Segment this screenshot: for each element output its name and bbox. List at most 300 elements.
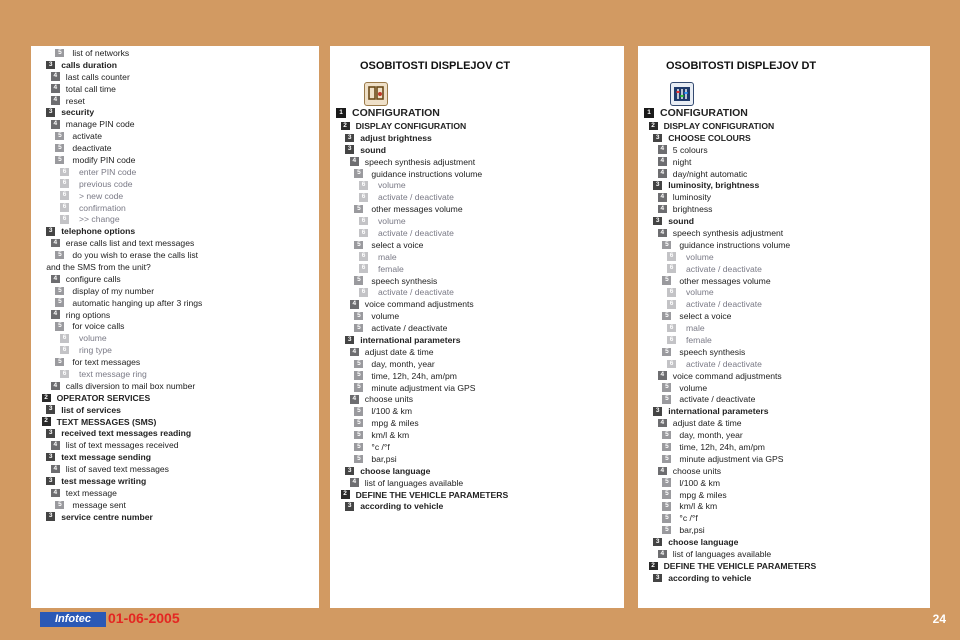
level-badge: 4 xyxy=(51,310,60,319)
menu-item-label: day, month, year xyxy=(371,358,435,369)
menu-item-label: minute adjustment via GPS xyxy=(679,453,784,464)
level-badge: 5 xyxy=(662,276,671,285)
level-badge: 4 xyxy=(658,145,667,154)
menu-item-label: volume xyxy=(378,216,406,227)
menu-item-label: speech synthesis adjustment xyxy=(364,156,476,167)
menu-item-label: list of services xyxy=(61,404,121,415)
menu-item-label: km/l & km xyxy=(679,501,718,512)
menu-item-label: male xyxy=(378,251,397,262)
menu-item-label: voice command adjustments xyxy=(364,299,474,310)
level-badge: 3 xyxy=(46,405,55,414)
menu-item xyxy=(31,499,319,511)
menu-item xyxy=(31,511,319,523)
right-menu-column xyxy=(638,46,930,608)
menu-item xyxy=(638,179,930,191)
menu-item-label: speech synthesis xyxy=(679,346,746,357)
menu-item xyxy=(638,144,930,156)
menu-item-label: l/100 & km xyxy=(371,406,412,417)
menu-item xyxy=(330,132,624,144)
level-badge: 6 xyxy=(667,324,676,333)
level-badge: 2 xyxy=(649,562,658,571)
menu-item xyxy=(638,239,930,251)
menu-item-label: speech synthesis adjustment xyxy=(672,227,784,238)
level-badge: 4 xyxy=(658,467,667,476)
menu-item-label: DEFINE THE VEHICLE PARAMETERS xyxy=(663,560,817,571)
menu-item xyxy=(330,239,624,251)
level-badge: 3 xyxy=(345,502,354,511)
menu-item xyxy=(638,429,930,441)
menu-item-label: TEXT MESSAGES (SMS) xyxy=(56,416,157,427)
menu-item-label: received text messages reading xyxy=(61,428,192,439)
menu-item-label: text message xyxy=(65,487,117,498)
menu-item xyxy=(330,120,624,132)
menu-item-label: activate / deactivate xyxy=(378,192,454,203)
menu-item-label: and the SMS from the unit? xyxy=(46,261,151,272)
menu-item xyxy=(31,487,319,499)
level-badge: 5 xyxy=(662,241,671,250)
level-badge: 6 xyxy=(667,336,676,345)
menu-item xyxy=(638,548,930,560)
menu-item xyxy=(31,118,319,130)
level-badge: 1 xyxy=(644,108,654,118)
menu-item-label: previous code xyxy=(79,178,133,189)
menu-item xyxy=(31,225,319,237)
level-badge: 3 xyxy=(345,467,354,476)
menu-item-label: bar,psi xyxy=(679,525,705,536)
level-badge: 4 xyxy=(51,120,60,129)
level-badge: 4 xyxy=(658,157,667,166)
ct-display-icon xyxy=(364,82,388,106)
menu-item-label: sound xyxy=(668,216,694,227)
menu-item xyxy=(638,512,930,524)
menu-item xyxy=(638,168,930,180)
menu-item xyxy=(31,106,319,118)
level-badge: 4 xyxy=(51,382,60,391)
menu-item-label: ring options xyxy=(65,309,111,320)
menu-item-label: adjust date & time xyxy=(672,418,742,429)
menu-item-label: luminosity xyxy=(672,192,712,203)
menu-item xyxy=(638,370,930,382)
menu-item xyxy=(31,130,319,142)
menu-item xyxy=(638,120,930,132)
level-badge: 4 xyxy=(658,205,667,214)
level-badge: 4 xyxy=(658,193,667,202)
menu-item-label: DEFINE THE VEHICLE PARAMETERS xyxy=(355,489,509,500)
menu-item xyxy=(638,417,930,429)
menu-item xyxy=(31,47,319,59)
menu-item xyxy=(638,298,930,310)
menu-item-label: mpg & miles xyxy=(679,489,727,500)
menu-item-label: volume xyxy=(679,382,708,393)
level-badge: 3 xyxy=(653,407,662,416)
menu-item xyxy=(330,263,624,275)
menu-item-label: select a voice xyxy=(371,239,424,250)
level-badge: 5 xyxy=(55,298,64,307)
menu-item xyxy=(638,358,930,370)
level-badge: 2 xyxy=(341,490,350,499)
menu-item-label: time, 12h, 24h, am/pm xyxy=(679,441,765,452)
level-badge: 4 xyxy=(51,275,60,284)
menu-item xyxy=(330,501,624,513)
menu-item-label: activate xyxy=(72,131,103,142)
level-badge: 4 xyxy=(51,465,60,474)
level-badge: 4 xyxy=(51,441,60,450)
menu-item xyxy=(31,356,319,368)
menu-item-label: > new code xyxy=(79,190,124,201)
level-badge: 4 xyxy=(51,96,60,105)
menu-item xyxy=(31,475,319,487)
infotec-logo: Infotec xyxy=(40,612,106,627)
level-badge: 4 xyxy=(350,478,359,487)
menu-item xyxy=(31,190,319,202)
menu-item-label: choose language xyxy=(360,465,431,476)
menu-item-label: guidance instructions volume xyxy=(679,239,791,250)
menu-item xyxy=(330,429,624,441)
menu-item-label: km/l & km xyxy=(371,430,410,441)
level-badge: 6 xyxy=(60,168,69,177)
menu-item xyxy=(31,59,319,71)
level-badge: 6 xyxy=(359,217,368,226)
menu-item-label: do you wish to erase the calls list xyxy=(72,250,199,261)
level-badge: 5 xyxy=(662,395,671,404)
menu-item xyxy=(31,439,319,451)
menu-item-label: >> change xyxy=(79,214,120,225)
level-badge: 5 xyxy=(354,371,363,380)
level-badge: 3 xyxy=(653,217,662,226)
menu-item xyxy=(638,465,930,477)
level-badge: 4 xyxy=(658,419,667,428)
menu-item xyxy=(638,489,930,501)
menu-item xyxy=(330,286,624,298)
menu-item-label: activate / deactivate xyxy=(686,358,762,369)
menu-item-label: night xyxy=(672,156,692,167)
menu-item-label: message sent xyxy=(72,499,126,510)
menu-item xyxy=(31,332,319,344)
level-badge: 5 xyxy=(55,322,64,331)
menu-item xyxy=(330,382,624,394)
menu-item xyxy=(31,273,319,285)
menu-item-label: mpg & miles xyxy=(371,418,419,429)
menu-item-label: activate / deactivate xyxy=(686,299,762,310)
level-badge: 5 xyxy=(354,276,363,285)
level-badge: 5 xyxy=(55,132,64,141)
menu-item xyxy=(638,453,930,465)
menu-item-label: minute adjustment via GPS xyxy=(371,382,476,393)
level-badge: 6 xyxy=(60,191,69,200)
menu-item xyxy=(330,453,624,465)
menu-item xyxy=(31,166,319,178)
dt-display-icon xyxy=(670,82,694,106)
menu-item-label: list of saved text messages xyxy=(65,464,169,475)
menu-item xyxy=(31,344,319,356)
menu-item xyxy=(330,156,624,168)
level-badge: 1 xyxy=(336,108,346,118)
menu-item-label: time, 12h, 24h, am/pm xyxy=(371,370,457,381)
menu-item-label: select a voice xyxy=(679,311,732,322)
menu-item xyxy=(31,416,319,428)
menu-item-label: activate / deactivate xyxy=(378,287,454,298)
menu-item-label: last calls counter xyxy=(65,71,130,82)
menu-item-label: list of languages available xyxy=(672,549,772,559)
menu-item xyxy=(330,358,624,370)
menu-item xyxy=(31,380,319,392)
level-badge: 5 xyxy=(55,49,64,58)
menu-item-label: other messages volume xyxy=(679,275,771,286)
level-badge: 4 xyxy=(658,229,667,238)
menu-item-label: °c /°f xyxy=(371,441,390,452)
menu-item-label: l/100 & km xyxy=(679,477,720,488)
level-badge: 5 xyxy=(55,358,64,367)
menu-item xyxy=(638,572,930,584)
level-badge: 6 xyxy=(667,288,676,297)
menu-item-label: confirmation xyxy=(79,202,126,213)
menu-tree-left xyxy=(31,47,319,523)
menu-item xyxy=(638,263,930,275)
level-badge: 5 xyxy=(55,251,64,260)
level-badge: 6 xyxy=(359,264,368,273)
level-badge: 5 xyxy=(662,312,671,321)
menu-item xyxy=(638,191,930,203)
menu-item xyxy=(638,106,930,120)
level-badge: 5 xyxy=(354,205,363,214)
menu-item xyxy=(330,489,624,501)
level-badge: 5 xyxy=(354,169,363,178)
level-badge: 3 xyxy=(46,108,55,117)
menu-item-label: DISPLAY CONFIGURATION xyxy=(663,120,775,131)
level-badge: 5 xyxy=(662,348,671,357)
menu-item xyxy=(638,227,930,239)
level-badge: 2 xyxy=(649,122,658,131)
menu-item-label: speech synthesis xyxy=(371,275,438,286)
menu-item xyxy=(638,346,930,358)
section-title-ct: OSOBITOSTI DISPLEJOV CT xyxy=(360,60,511,72)
level-badge: 5 xyxy=(662,443,671,452)
menu-item-label: list of text messages received xyxy=(65,440,179,451)
menu-item xyxy=(31,285,319,297)
menu-tree-right xyxy=(638,106,930,584)
menu-item xyxy=(31,368,319,380)
menu-item xyxy=(330,298,624,310)
level-badge: 4 xyxy=(51,489,60,498)
menu-item-label: CONFIGURATION xyxy=(352,107,440,119)
menu-item xyxy=(330,203,624,215)
menu-item-label: other messages volume xyxy=(371,204,463,215)
menu-item xyxy=(638,393,930,405)
menu-item-label: volume xyxy=(79,333,107,344)
menu-item-label: day/night automatic xyxy=(672,168,748,179)
level-badge: 4 xyxy=(350,348,359,357)
menu-item xyxy=(330,191,624,203)
level-badge: 3 xyxy=(345,134,354,143)
menu-item xyxy=(638,310,930,322)
menu-item xyxy=(638,477,930,489)
menu-item-label: international parameters xyxy=(668,406,769,417)
menu-item-label: 5 colours xyxy=(672,144,708,155)
level-badge: 6 xyxy=(60,370,69,379)
level-badge: 6 xyxy=(60,334,69,343)
menu-item-label: activate / deactivate xyxy=(679,394,756,405)
level-badge: 5 xyxy=(354,312,363,321)
menu-item xyxy=(330,168,624,180)
menu-item xyxy=(638,203,930,215)
menu-item xyxy=(31,83,319,95)
menu-item xyxy=(638,441,930,453)
menu-item xyxy=(330,310,624,322)
menu-item xyxy=(638,322,930,334)
menu-item-label: security xyxy=(61,107,95,118)
menu-item-label: telephone options xyxy=(61,226,136,237)
menu-item-label: luminosity, brightness xyxy=(668,180,760,191)
menu-item xyxy=(31,237,319,249)
menu-item-label: according to vehicle xyxy=(360,501,444,512)
menu-item xyxy=(330,251,624,263)
menu-item xyxy=(330,144,624,156)
menu-item-label: for text messages xyxy=(72,357,141,368)
menu-item xyxy=(330,322,624,334)
level-badge: 2 xyxy=(42,394,51,403)
menu-item-label: configure calls xyxy=(65,273,121,284)
menu-item-label: activate / deactivate xyxy=(686,263,762,274)
level-badge: 5 xyxy=(55,144,64,153)
level-badge: 6 xyxy=(667,264,676,273)
level-badge: 6 xyxy=(359,193,368,202)
menu-item xyxy=(330,393,624,405)
level-badge: 3 xyxy=(46,227,55,236)
menu-item xyxy=(330,405,624,417)
menu-item-label: list of networks xyxy=(72,47,130,58)
menu-item xyxy=(31,428,319,440)
menu-item xyxy=(330,477,624,489)
level-badge: 5 xyxy=(55,287,64,296)
menu-item xyxy=(638,524,930,536)
level-badge: 5 xyxy=(662,514,671,523)
menu-item-label: total call time xyxy=(65,83,116,94)
menu-item xyxy=(638,382,930,394)
level-badge: 6 xyxy=(60,346,69,355)
level-badge: 5 xyxy=(354,383,363,392)
level-badge: 5 xyxy=(55,501,64,510)
level-badge: 3 xyxy=(345,145,354,154)
level-badge: 5 xyxy=(662,490,671,499)
level-badge: 5 xyxy=(354,360,363,369)
menu-tree-middle xyxy=(330,106,624,512)
menu-item xyxy=(31,178,319,190)
level-badge: 3 xyxy=(46,429,55,438)
menu-item xyxy=(638,215,930,227)
menu-item-label: °c /°f xyxy=(679,513,698,524)
level-badge: 6 xyxy=(359,252,368,261)
menu-item xyxy=(638,501,930,513)
menu-item xyxy=(31,95,319,107)
level-badge: 2 xyxy=(341,122,350,131)
page-number: 24 xyxy=(932,612,946,626)
menu-item-label: calls diversion to mail box number xyxy=(65,380,196,391)
menu-item-label: activate / deactivate xyxy=(378,227,454,238)
menu-item xyxy=(31,404,319,416)
menu-item-label: reset xyxy=(65,95,85,106)
menu-item xyxy=(638,156,930,168)
level-badge: 5 xyxy=(354,431,363,440)
menu-item-label: volume xyxy=(378,180,406,191)
menu-item-label: female xyxy=(686,334,712,345)
level-badge: 4 xyxy=(51,72,60,81)
menu-item-label: erase calls list and text messages xyxy=(65,238,195,249)
menu-item-label: choose language xyxy=(668,537,739,548)
menu-item xyxy=(31,71,319,83)
level-badge: 5 xyxy=(662,526,671,535)
level-badge: 4 xyxy=(658,550,667,559)
menu-item-label: brightness xyxy=(672,204,713,215)
level-badge: 3 xyxy=(653,538,662,547)
menu-item xyxy=(330,215,624,227)
level-badge: 5 xyxy=(662,455,671,464)
menu-item-label: CHOOSE COLOURS xyxy=(668,132,751,143)
menu-item xyxy=(31,202,319,214)
menu-item-label: ring type xyxy=(79,345,112,356)
level-badge: 4 xyxy=(658,371,667,380)
menu-item xyxy=(330,465,624,477)
menu-item-label: guidance instructions volume xyxy=(371,168,483,179)
level-badge: 5 xyxy=(354,407,363,416)
menu-item xyxy=(31,142,319,154)
menu-item xyxy=(330,275,624,287)
menu-item xyxy=(31,261,319,273)
menu-item-label: manage PIN code xyxy=(65,119,135,130)
menu-item xyxy=(31,451,319,463)
level-badge: 4 xyxy=(51,239,60,248)
level-badge: 6 xyxy=(359,181,368,190)
level-badge: 3 xyxy=(653,134,662,143)
menu-item-label: CONFIGURATION xyxy=(660,107,748,119)
menu-item-label: display of my number xyxy=(72,285,155,296)
menu-item-label: calls duration xyxy=(61,59,118,70)
level-badge: 6 xyxy=(359,229,368,238)
menu-item xyxy=(638,286,930,298)
menu-item-label: female xyxy=(378,263,404,274)
menu-item xyxy=(638,334,930,346)
menu-item xyxy=(330,334,624,346)
middle-menu-column xyxy=(330,46,624,608)
level-badge: 6 xyxy=(667,360,676,369)
level-badge: 5 xyxy=(662,502,671,511)
section-title-dt: OSOBITOSTI DISPLEJOV DT xyxy=(666,60,817,72)
menu-item xyxy=(31,463,319,475)
menu-item-label: enter PIN code xyxy=(79,166,137,177)
menu-item xyxy=(330,179,624,191)
level-badge: 3 xyxy=(345,336,354,345)
menu-item-label: adjust date & time xyxy=(364,346,434,357)
menu-item-label: male xyxy=(686,323,705,334)
menu-item xyxy=(31,249,319,261)
level-badge: 3 xyxy=(46,61,55,70)
menu-item-label: sound xyxy=(360,144,386,155)
menu-item xyxy=(330,346,624,358)
menu-item-label: automatic hanging up after 3 rings xyxy=(72,297,203,308)
level-badge: 6 xyxy=(60,215,69,224)
menu-item xyxy=(31,213,319,225)
menu-item-label: day, month, year xyxy=(679,430,743,441)
menu-item-label: OPERATOR SERVICES xyxy=(56,392,151,403)
menu-item xyxy=(330,227,624,239)
level-badge: 6 xyxy=(667,300,676,309)
level-badge: 6 xyxy=(359,288,368,297)
level-badge: 3 xyxy=(46,453,55,462)
menu-item xyxy=(638,405,930,417)
level-badge: 2 xyxy=(42,417,51,426)
level-badge: 4 xyxy=(350,157,359,166)
level-badge: 3 xyxy=(46,512,55,521)
menu-item xyxy=(31,320,319,332)
